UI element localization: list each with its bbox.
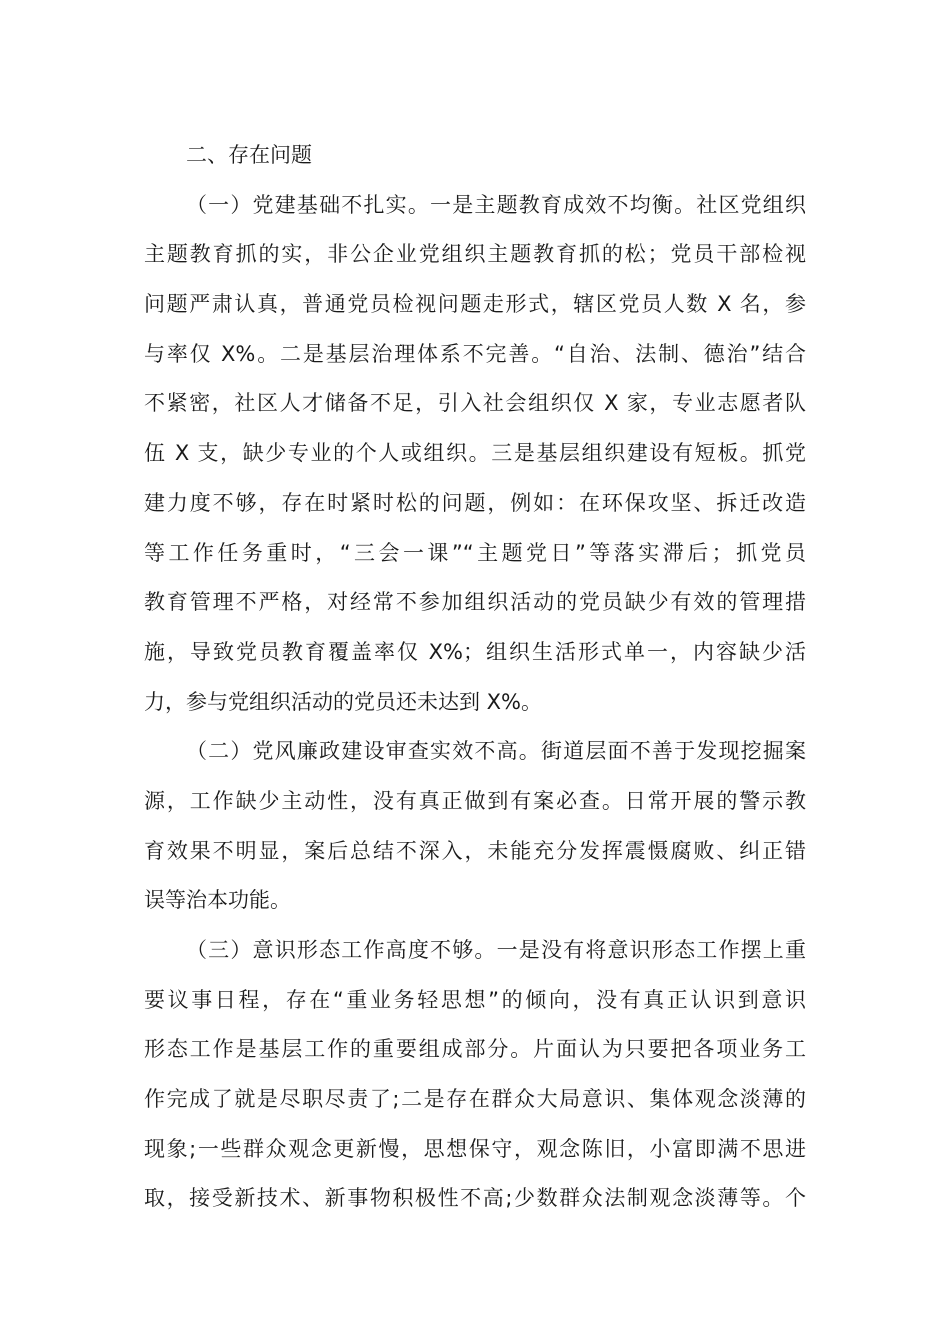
paragraph-line: 施，导致党员教育覆盖率仅 X%；组织生活形式单一，内容缺少活 [144, 639, 806, 664]
paragraph-line: 主题教育抓的实，非公企业党组织主题教育抓的松；党员干部检视 [144, 242, 806, 267]
paragraph-line: 教育管理不严格，对经常不参加组织活动的党员缺少有效的管理措 [144, 590, 806, 615]
paragraph-line: 伍 X 支，缺少专业的个人或组织。三是基层组织建设有短板。抓党 [144, 441, 806, 466]
paragraph-line: 等工作任务重时，“三会一课”“主题党日”等落实滞后；抓党员 [144, 540, 806, 565]
paragraph-line: 现象;一些群众观念更新慢，思想保守，观念陈旧，小富即满不思进 [144, 1136, 806, 1161]
paragraph-line: 与率仅 X%。二是基层治理体系不完善。“自治、法制、德治”结合 [144, 341, 806, 366]
paragraph-2 [144, 727, 806, 926]
paragraph-line: 力，参与党组织活动的党员还未达到 X%。 [144, 689, 543, 714]
paragraph-line: 建力度不够，存在时紧时松的问题，例如：在环保攻坚、拆迁改造 [144, 490, 806, 515]
paragraph-line: 不紧密，社区人才储备不足，引入社会组织仅 X 家，专业志愿者队 [144, 391, 806, 416]
paragraph-line: 作完成了就是尽职尽责了;二是存在群众大局意识、集体观念淡薄的 [144, 1087, 806, 1112]
paragraph-line: 形态工作是基层工作的重要组成部分。片面认为只要把各项业务工 [144, 1037, 806, 1062]
document-body [144, 131, 806, 1224]
paragraph-line: （三）意识形态工作高度不够。一是没有将意识形态工作摆上重 [186, 938, 806, 962]
paragraph-line: （一）党建基础不扎实。一是主题教育成效不均衡。社区党组织 [186, 192, 806, 217]
paragraph-line: 育效果不明显，案后总结不深入，未能充分发挥震慑腐败、纠正错 [144, 838, 806, 863]
paragraph-line: （二）党风廉政建设审查实效不高。街道层面不善于发现挖掘案 [186, 739, 806, 764]
paragraph-3 [144, 926, 806, 1224]
paragraph-1 [144, 181, 806, 728]
paragraph-line: 取，接受新技术、新事物积极性不高;少数群众法制观念淡薄等。个 [144, 1186, 806, 1211]
paragraph-line: 要议事日程，存在“重业务轻思想”的倾向，没有真正认识到意识 [144, 987, 806, 1012]
paragraph-line: 问题严肃认真，普通党员检视问题走形式，辖区党员人数 X 名，参 [144, 292, 806, 317]
paragraph-line: 误等治本功能。 [144, 888, 291, 913]
paragraph-line: 源，工作缺少主动性，没有真正做到有案必查。日常开展的警示教 [144, 788, 806, 813]
section-heading: 二、存在问题 [186, 143, 312, 167]
